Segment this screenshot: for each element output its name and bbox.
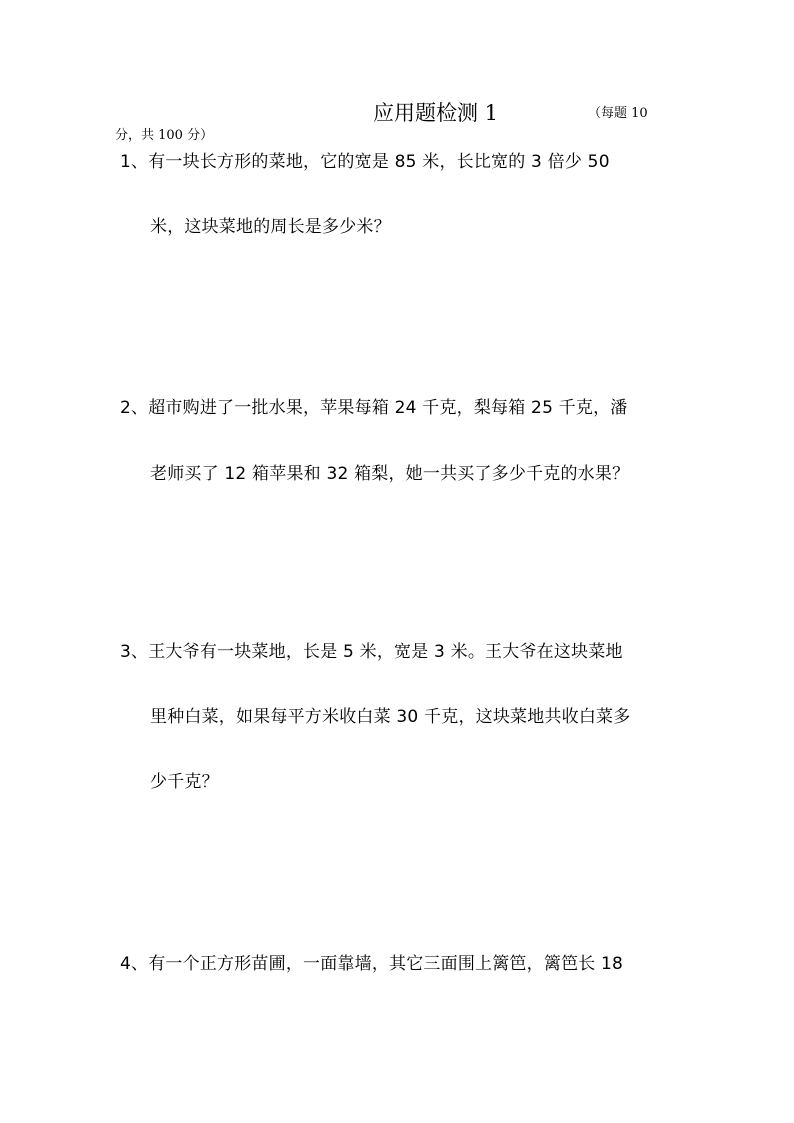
- question-3-line-3: 少千克？: [150, 772, 219, 792]
- score-note-part-1: （每题 10: [588, 106, 648, 121]
- question-2-line-1: 2、超市购进了一批水果，苹果每箱 24 千克，梨每箱 25 千克，潘: [120, 398, 628, 418]
- question-1-line-2: 米，这块菜地的周长是多少米？: [150, 217, 391, 237]
- question-2-line-2: 老师买了 12 箱苹果和 32 箱梨，她一共买了多少千克的水果？: [150, 464, 630, 484]
- page-title: 应用题检测 1: [373, 101, 499, 125]
- question-3-line-2: 里种白菜，如果每平方米收白菜 30 千克，这块菜地共收白菜多: [150, 707, 631, 727]
- score-note-part-2: 分，共 100 分）: [115, 128, 214, 143]
- question-4-line-1: 4、有一个正方形苗圃，一面靠墙，其它三面围上篱笆，篱笆长 18: [120, 954, 624, 974]
- question-3-line-1: 3、王大爷有一块菜地，长是 5 米，宽是 3 米。王大爷在这块菜地: [120, 642, 623, 662]
- question-1-line-1: 1、有一块长方形的菜地，它的宽是 85 米，长比宽的 3 倍少 50: [120, 152, 610, 172]
